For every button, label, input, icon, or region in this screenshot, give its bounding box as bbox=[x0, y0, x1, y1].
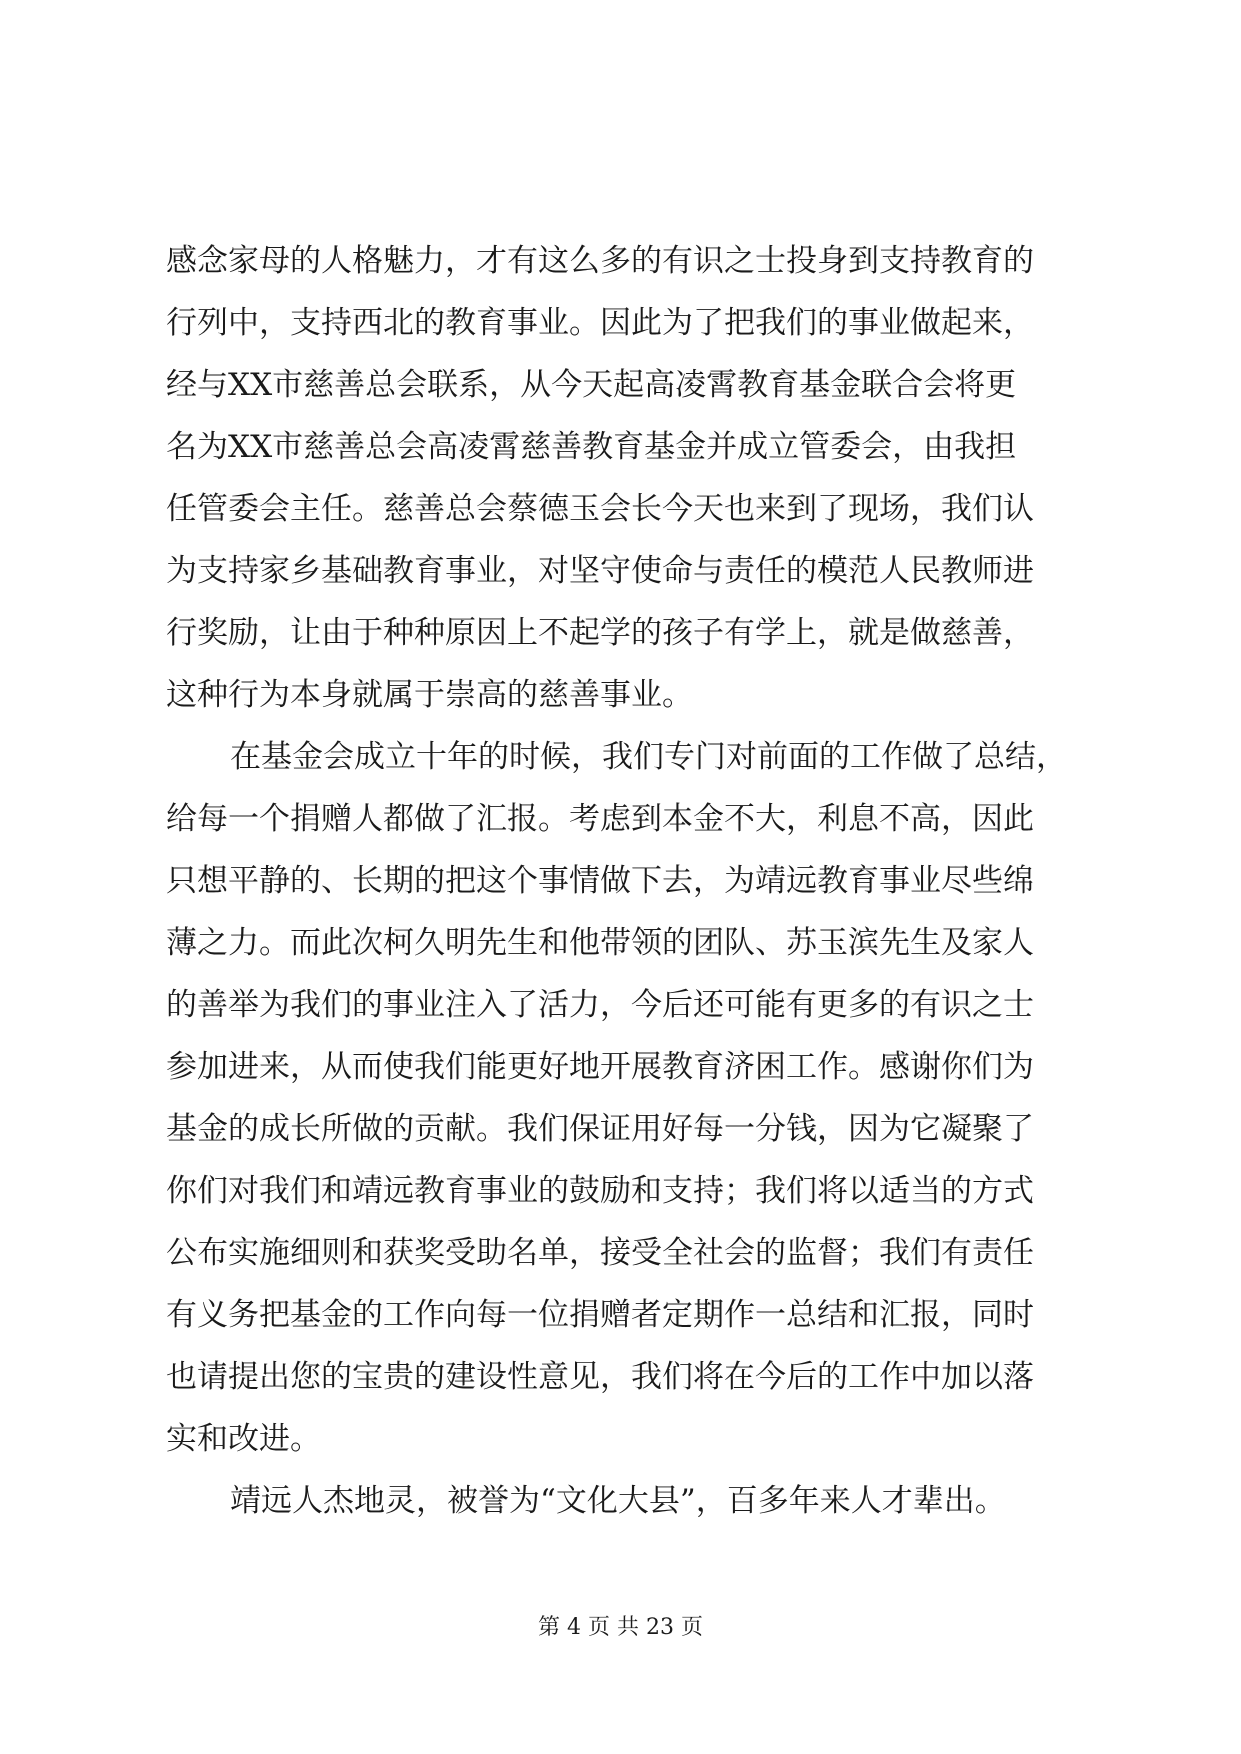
text-line: 名为XX市慈善总会高凌霄慈善教育基金并成立管委会，由我担 bbox=[166, 429, 1017, 465]
text-line: 有义务把基金的工作向每一位捐赠者定期作一总结和汇报，同时 bbox=[166, 1297, 1034, 1333]
document-body bbox=[166, 230, 1086, 1532]
text-line: 行列中，支持西北的教育事业。因此为了把我们的事业做起来， bbox=[166, 305, 1034, 341]
text-line: 为支持家乡基础教育事业，对坚守使命与责任的模范人民教师进 bbox=[166, 553, 1034, 589]
text-line: 这种行为本身就属于崇高的慈善事业。 bbox=[166, 677, 693, 713]
text-line: 感念家母的人格魅力，才有这么多的有识之士投身到支持教育的 bbox=[166, 243, 1034, 279]
text-line: 实和改进。 bbox=[166, 1421, 321, 1457]
text-line: 参加进来，从而使我们能更好地开展教育济困工作。感谢你们为 bbox=[166, 1049, 1034, 1085]
text-line: 任管委会主任。慈善总会蔡德玉会长今天也来到了现场，我们认 bbox=[166, 491, 1034, 527]
text-line: 行奖励，让由于种种原因上不起学的孩子有学上，就是做慈善， bbox=[166, 615, 1034, 651]
text-line: 给每一个捐赠人都做了汇报。考虑到本金不大，利息不高，因此 bbox=[166, 801, 1034, 837]
text-line: 靖远人杰地灵，被誉为“文化大县”，百多年来人才辈出。 bbox=[230, 1483, 1006, 1519]
text-line: 也请提出您的宝贵的建设性意见，我们将在今后的工作中加以落 bbox=[166, 1359, 1034, 1395]
text-line: 在基金会成立十年的时候，我们专门对前面的工作做了总结， bbox=[230, 739, 1067, 775]
text-line: 基金的成长所做的贡献。我们保证用好每一分钱，因为它凝聚了 bbox=[166, 1111, 1034, 1147]
page-number-footer: 第 4 页 共 23 页 bbox=[538, 1615, 703, 1640]
text-line: 的善举为我们的事业注入了活力，今后还可能有更多的有识之士 bbox=[166, 987, 1034, 1023]
text-line: 公布实施细则和获奖受助名单，接受全社会的监督；我们有责任 bbox=[166, 1235, 1034, 1271]
text-line: 薄之力。而此次柯久明先生和他带领的团队、苏玉滨先生及家人 bbox=[166, 925, 1034, 961]
text-line: 只想平静的、长期的把这个事情做下去，为靖远教育事业尽些绵 bbox=[166, 863, 1034, 899]
text-line: 你们对我们和靖远教育事业的鼓励和支持；我们将以适当的方式 bbox=[166, 1173, 1034, 1209]
text-line: 经与XX市慈善总会联系，从今天起高凌霄教育基金联合会将更 bbox=[166, 367, 1017, 403]
